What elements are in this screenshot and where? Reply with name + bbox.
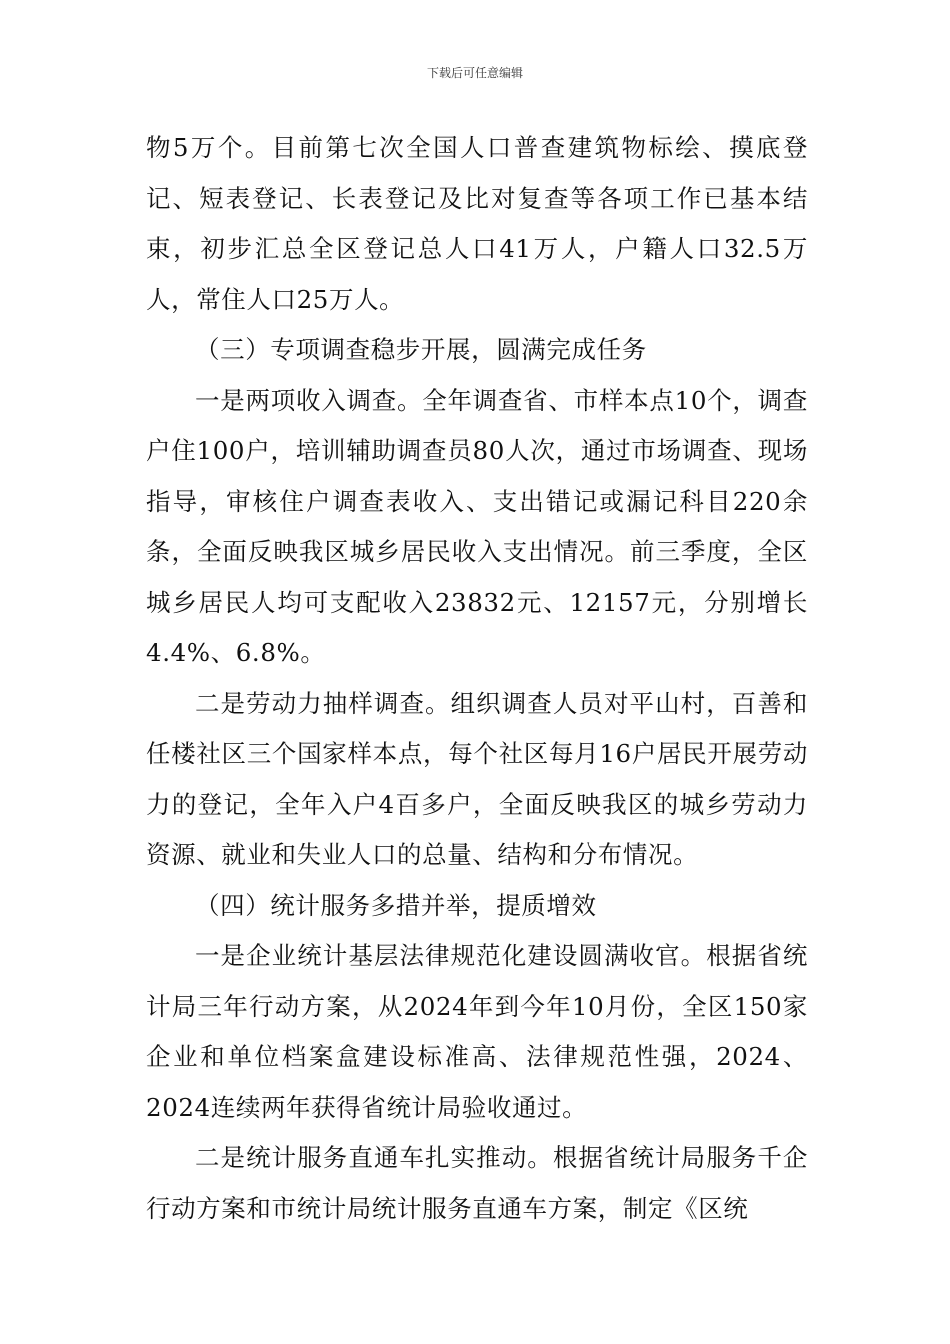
section-heading-statistical-services: （四）统计服务多措并举，提质增效	[195, 890, 597, 920]
paragraph-enterprise-standardization: 一是企业统计基层法律规范化建设圆满收官。根据省统计局三年行动方案，从2024年到今年10月份，全区150家企业和单位档案盒建设标准高、法律规范性强，2024、2024连续两年获得省统计局验收通过。	[146, 941, 808, 1122]
page-header: 下载后可任意编辑	[426, 66, 523, 80]
section-heading-special-surveys: （三）专项调查稳步开展，圆满完成任务	[195, 335, 647, 364]
paragraph-population-census: 物5万个。目前第七次全国人口普查建筑物标绘、摸底登记、短表登记、长表登记及比对复查等各项工作已基本结束，初步汇总全区登记总人口41万人，户籍人口32.5万人，常住人口25万人。	[146, 133, 808, 314]
paragraph-service-express: 二是统计服务直通车扎实推动。根据省统计局服务千企行动方案和市统计局统计服务直通车方案，制定《区统	[146, 1143, 808, 1223]
paragraph-income-survey: 一是两项收入调查。全年调查省、市样本点10个，调查户住100户，培训辅助调查员80人次，通过市场调查、现场指导，审核住户调查表收入、支出错记或漏记科目220余条，全面反映我区城乡居民收入支出情况。前三季度，全区城乡居民人均可支配收入23832元、12157元，分别增长4.4%、6.8%。	[146, 385, 808, 667]
document-body	[146, 123, 808, 1234]
paragraph-labor-survey: 二是劳动力抽样调查。组织调查人员对平山村，百善和任楼社区三个国家样本点，每个社区每月16户居民开展劳动力的登记，全年入户4百多户，全面反映我区的城乡劳动力资源、就业和失业人口的总量、结构和分布情况。	[146, 688, 808, 869]
